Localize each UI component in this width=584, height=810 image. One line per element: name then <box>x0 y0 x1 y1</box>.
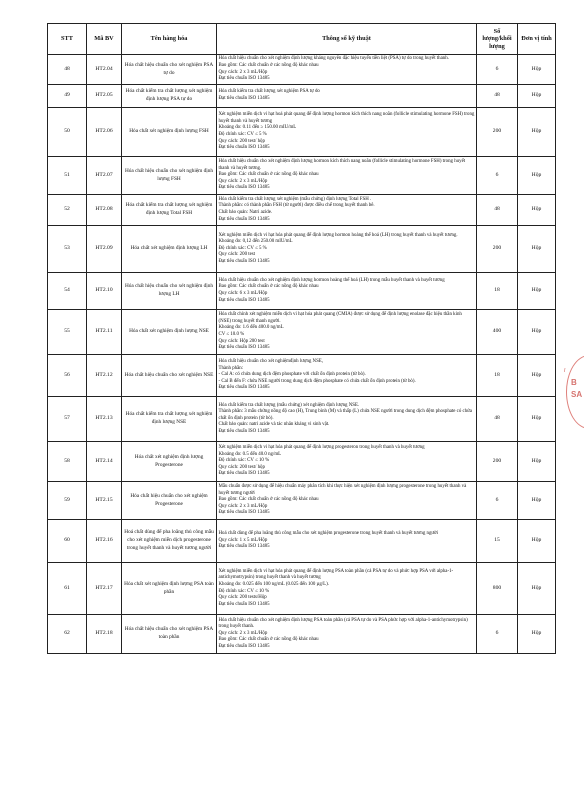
row-ma-bv: HT2.15 <box>87 482 122 520</box>
row-ma-bv: HT2.04 <box>87 55 122 85</box>
row-spec: Hóa chất kiểm tra chất lượng (mẫu chứng) xét nghiệm định lượng NSE. Thành phần: 3 mẫu chứng nồng độ cao (H), Trung bình (M) và thấp (L) chứa NSE người trong dung dịch đệm phosphate có chứa chất ổn định protein (từ bò). Chất bảo quản: natri azide và tác nhân kháng vi sinh vật. Đạt tiêu chuẩn ISO 13485 <box>217 397 477 442</box>
row-spec: Xét nghiệm miễn dịch vi hạt hóa phát quang để định lượng PSA toàn phần (cả PSA tự do và phức hợp PSA với alpha-1-antichymotrypsin) trong huyết thanh và huyết tương Khoảng đo: 0.025 đến 100 ng/mL (0.025 đến 100 µg/L). Độ chính xác: CV ≤ 10 % Quy cách: 200 tests/Hộp Đạt tiêu chuẩn ISO 13485 <box>217 563 477 615</box>
header-stt: STT <box>48 24 87 55</box>
row-ma-bv: HT2.09 <box>87 226 122 273</box>
row-ma-bv: HT2.18 <box>87 615 122 654</box>
row-ma-bv: HT2.12 <box>87 355 122 397</box>
product-table <box>47 23 556 654</box>
table-row <box>48 195 556 226</box>
row-unit: Hộp <box>518 615 556 654</box>
row-unit: Hộp <box>518 55 556 85</box>
row-stt: 62 <box>48 615 87 654</box>
table-row <box>48 273 556 310</box>
table-row <box>48 55 556 85</box>
row-product-name: Hóa chất hiệu chuẩn cho xét nghiệm Progesterone <box>122 482 217 520</box>
header-ten-hang-hoa: Tên hàng hóa <box>122 24 217 55</box>
table-row <box>48 563 556 615</box>
row-stt: 61 <box>48 563 87 615</box>
row-spec: Hoá chất dùng để pha loãng thủ công mẫu cho xét nghiệm progesterone trong huyết thanh và huyết tương người Quy cách: 1 x 5 mL/Hộp Đạt tiêu chuẩn ISO 13485 <box>217 520 477 563</box>
row-quantity: 18 <box>477 355 518 397</box>
row-ma-bv: HT2.13 <box>87 397 122 442</box>
row-spec: Xét nghiệm miễn dịch vi hạt hóa phát quang để định lượng progesteron trong huyết thanh và huyết tương Khoảng đo: 0.5 đến 40.0 ng/mL Độ chính xác: CV ≤ 10 % Quy cách: 200 test/ hộp Đạt tiêu chuẩn ISO 13485 <box>217 442 477 482</box>
row-quantity: 6 <box>477 482 518 520</box>
row-unit: Hộp <box>518 442 556 482</box>
red-seal-stamp: / B SA <box>566 355 584 429</box>
row-stt: 48 <box>48 55 87 85</box>
row-quantity: 48 <box>477 397 518 442</box>
row-quantity: 6 <box>477 55 518 85</box>
row-product-name: Hóa chất kiểm tra chất lượng xét nghiệm định lượng PSA tự do <box>122 85 217 108</box>
row-quantity: 6 <box>477 615 518 654</box>
row-spec: Hóa chất hiệu chuẩn cho xét nghiệm định lượng kháng nguyên đặc hiệu tuyến tiền liệt (PSA) tự do trong huyết thanh. Bao gồm: Các chất chuẩn ở các nồng độ khác nhau Quy cách: 2 x 3 mL/Hộp Đạt tiêu chuẩn ISO 13485 <box>217 55 477 85</box>
row-ma-bv: HT2.06 <box>87 108 122 157</box>
row-product-name: Hóa chất xét nghiệm định lượng PSA toàn phần <box>122 563 217 615</box>
row-quantity: 400 <box>477 310 518 355</box>
row-stt: 52 <box>48 195 87 226</box>
table-row <box>48 310 556 355</box>
header-ma-bv: Mã BV <box>87 24 122 55</box>
row-ma-bv: HT2.08 <box>87 195 122 226</box>
row-unit: Hộp <box>518 108 556 157</box>
row-unit: Hộp <box>518 520 556 563</box>
row-stt: 55 <box>48 310 87 355</box>
row-product-name: Hóa chất hiệu chuẩn cho xét nghiệm NSE <box>122 355 217 397</box>
header-thong-so: Thông số kỹ thuật <box>217 24 477 55</box>
table-header-row <box>48 24 556 55</box>
row-product-name: Hóa chất kiểm tra chất lượng xét nghiệm định lượng NSE <box>122 397 217 442</box>
row-unit: Hộp <box>518 195 556 226</box>
row-unit: Hộp <box>518 482 556 520</box>
row-stt: 57 <box>48 397 87 442</box>
table-row <box>48 157 556 195</box>
row-stt: 49 <box>48 85 87 108</box>
row-product-name: Hóa chất hiệu chuẩn cho xét nghiệm định lượng LH <box>122 273 217 310</box>
table-row <box>48 355 556 397</box>
row-product-name: Hóa chất hiệu chuẩn cho xét nghiệm PSA tự do <box>122 55 217 85</box>
row-product-name: Hóa chất xét nghiệm định lượng NSE <box>122 310 217 355</box>
row-stt: 58 <box>48 442 87 482</box>
header-don-vi: Đơn vị tính <box>518 24 556 55</box>
row-spec: Xét nghiệm miễn dịch vi hạt hóa phát quang để định lượng hormon hoàng thể hoá (LH) trong huyết thanh và huyết tương. Khoảng đo: 0,12 đến 250.00 mIU/mL Độ chính xác: CV ≤ 5 % Quy cách: 200 test Đạt tiêu chuẩn ISO 13485 <box>217 226 477 273</box>
row-spec: Hóa chất hiệu chuẩn cho xét nghiệm định lượng hormon hoàng thể hoá (LH) trong mẫu huyết thanh và huyết tương Bao gồm: Các chất chuẩn ở các nồng độ khác nhau Quy cách: 6 x 3 mL/Hộp Đạt tiêu chuẩn ISO 13485 <box>217 273 477 310</box>
row-stt: 60 <box>48 520 87 563</box>
row-quantity: 48 <box>477 85 518 108</box>
row-stt: 51 <box>48 157 87 195</box>
row-ma-bv: HT2.17 <box>87 563 122 615</box>
row-product-name: Hóa chất kiểm tra chất lượng xét nghiệm định lượng Total FSH <box>122 195 217 226</box>
row-stt: 56 <box>48 355 87 397</box>
row-product-name: Hóa chất xét nghiệm định lượng LH <box>122 226 217 273</box>
row-product-name: Hoá chất dùng để pha loãng thủ công mẫu cho xét nghiệm miễn dịch progesterone trong huyết thanh và huyết tương người <box>122 520 217 563</box>
row-unit: Hộp <box>518 355 556 397</box>
row-spec: Hóa chất kiểm tra chất lượng xét nghiệm PSA tự do Đạt tiêu chuẩn ISO 13485 <box>217 85 477 108</box>
row-product-name: Hóa chất hiệu chuẩn cho xét nghiệm PSA toàn phần <box>122 615 217 654</box>
header-so-luong: Số lượng/khối lượng <box>477 24 518 55</box>
row-ma-bv: HT2.07 <box>87 157 122 195</box>
table-row <box>48 85 556 108</box>
row-unit: Hộp <box>518 157 556 195</box>
row-spec: Hóa chất chính xét nghiệm miễn dịch vi hạt hóa phát quang (CMIA) được sử dụng để định lượng enolase đặc hiệu thần kinh (NSE) trong huyết thanh người. Khoảng đo: 1.6 đến 400.0 ng/mL CV ≤ 10.0 % Quy cách: Hộp 200 test Đạt tiêu chuẩn ISO 13485 <box>217 310 477 355</box>
row-quantity: 18 <box>477 273 518 310</box>
row-unit: Hộp <box>518 85 556 108</box>
row-spec: Mẫu chuẩn được sử dụng để hiệu chuẩn máy phân tích khi thực hiện xét nghiệm định lượng progesterone trong huyết thanh và huyết tương người Bao gồm: Các chất chuẩn ở các nồng độ khác nhau Quy cách: 2 x 3 mL/Hộp Đạt tiêu chuẩn ISO 13485 <box>217 482 477 520</box>
row-quantity: 200 <box>477 108 518 157</box>
row-unit: Hộp <box>518 273 556 310</box>
table-row <box>48 397 556 442</box>
row-quantity: 15 <box>477 520 518 563</box>
row-product-name: Hóa chất xét nghiệm định lượng Progesterone <box>122 442 217 482</box>
table-row <box>48 108 556 157</box>
table-row <box>48 226 556 273</box>
row-quantity: 800 <box>477 563 518 615</box>
table-row <box>48 615 556 654</box>
row-spec: Hóa chất hiệu chuẩn cho xét nghiệm định lượng hormon kích thích nang noãn (follicle stimulating hormone FSH) trong huyết thanh và huyết tương. Bao gồm: Các chất chuẩn ở các nồng độ khác nhau Quy cách: 2 x 3 mL/Hộp Đạt tiêu chuẩn ISO 13485 <box>217 157 477 195</box>
row-ma-bv: HT2.05 <box>87 85 122 108</box>
row-unit: Hộp <box>518 226 556 273</box>
row-unit: Hộp <box>518 310 556 355</box>
table-row <box>48 482 556 520</box>
row-ma-bv: HT2.11 <box>87 310 122 355</box>
row-ma-bv: HT2.10 <box>87 273 122 310</box>
row-spec: Xét nghiệm miễn dịch vi hạt hoá phát quang để định lượng hormon kích thích nang noãn (follicle stimulating hormone FSH) trong huyết thanh và huyết tương Khoảng đo: 0.11 đến ≥ 150.00 mIU/mL Độ chính xác: CV ≤ 5 % Quy cách: 200 test/ hộp Đạt tiêu chuẩn ISO 13485 <box>217 108 477 157</box>
row-quantity: 200 <box>477 226 518 273</box>
row-spec: Hóa chất hiệu chuẩn cho xét nghiệm định lượng PSA toàn phần (cả PSA tự do và PSA phức hợp với alpha-1-antichymotrypsin) trong huyết thanh. Quy cách: 2 x 3 mL/Hộp Bao gồm: Các chất chuẩn ở các nồng độ khác nhau Đạt tiêu chuẩn ISO 13485 <box>217 615 477 654</box>
row-quantity: 6 <box>477 157 518 195</box>
row-spec: Hóa chất kiểm tra chất lượng xét nghiệm (mẫu chứng) định lượng Total FSH . Thành phần: có thành phần FSH (từ người) được điều chế trong huyết thanh bê. Chất bảo quản: Natri azide. Đạt tiêu chuẩn ISO 13485 <box>217 195 477 226</box>
row-product-name: Hóa chất hiệu chuẩn cho xét nghiệm định lượng FSH <box>122 157 217 195</box>
table-row <box>48 520 556 563</box>
row-stt: 53 <box>48 226 87 273</box>
table-row <box>48 442 556 482</box>
row-product-name: Hóa chất xét nghiệm định lượng FSH <box>122 108 217 157</box>
row-stt: 54 <box>48 273 87 310</box>
row-spec: Hóa chất hiệu chuẩn cho xét nghiệmđịnh lượng NSE, Thành phần: - Cal A: có chứa dung dịch đệm phosphate với chất ổn định protein (từ bò). - Cal B đến F: chứa NSE người trong dung dịch đệm phosphate có chứa chất ổn định protein (từ bò). Đạt tiêu chuẩn ISO 13485 <box>217 355 477 397</box>
row-unit: Hộp <box>518 563 556 615</box>
row-stt: 50 <box>48 108 87 157</box>
row-quantity: 48 <box>477 195 518 226</box>
row-ma-bv: HT2.16 <box>87 520 122 563</box>
row-stt: 59 <box>48 482 87 520</box>
row-quantity: 200 <box>477 442 518 482</box>
row-unit: Hộp <box>518 397 556 442</box>
row-ma-bv: HT2.14 <box>87 442 122 482</box>
